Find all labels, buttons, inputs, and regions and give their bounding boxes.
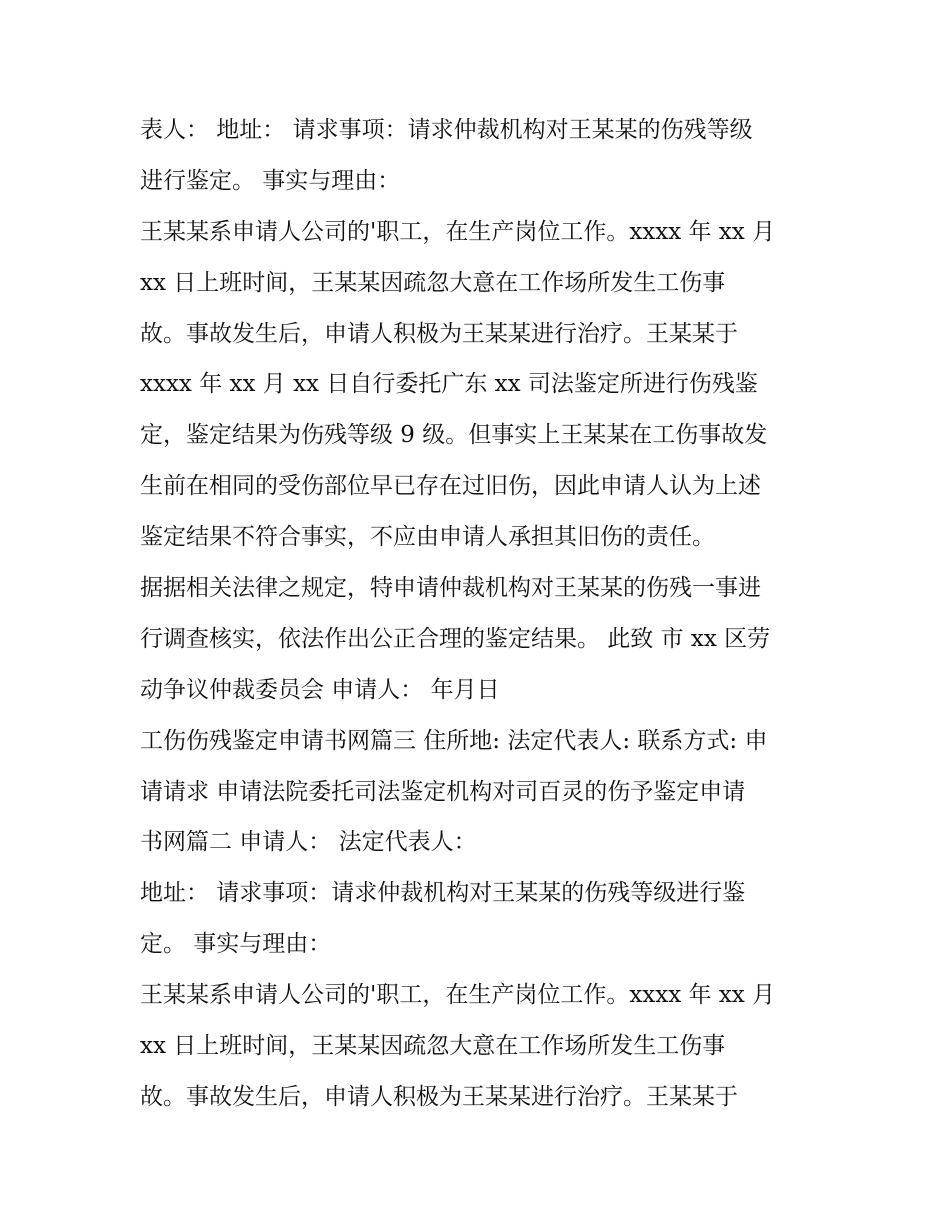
text-line: 生前在相同的受伤部位早已存在过旧伤，因此申请人认为上述 — [140, 473, 761, 500]
text-line: xx 日上班时间，王某某因疏忽大意在工作场所发生工伤事 — [140, 269, 726, 296]
text-line: 进行鉴定。 事实与理由： — [140, 167, 401, 194]
text-line: 行调查核实，依法作出公正合理的鉴定结果。 此致 市 xx 区劳 — [140, 625, 771, 652]
text-line: 故。事故发生后，申请人积极为王某某进行治疗。王某某于 — [140, 320, 738, 347]
text-line: 动争议仲裁委员会 申请人： 年月日 — [140, 676, 500, 703]
text-line: 王某某系申请人公司的'职工，在生产岗位工作。xxxx 年 xx 月 — [140, 982, 776, 1009]
text-line: 据据相关法律之规定，特申请仲裁机构对王某某的伤残一事进 — [140, 575, 761, 602]
document-body — [140, 110, 830, 1128]
text-line: 王某某系申请人公司的'职工，在生产岗位工作。xxxx 年 xx 月 — [140, 218, 776, 245]
text-line: 故。事故发生后，申请人积极为王某某进行治疗。王某某于 — [140, 1083, 738, 1110]
text-line: 书网篇二 申请人： 法定代表人： — [140, 829, 477, 856]
text-line: 定，鉴定结果为伤残等级 9 级。但事实上王某某在工伤事故发 — [140, 422, 768, 449]
text-line: 表人： 地址： 请求事项：请求仲裁机构对王某某的伤残等级 — [140, 117, 753, 143]
text-line: 请请求 申请法院委托司法鉴定机构对司百灵的伤予鉴定申请 — [140, 778, 746, 805]
text-line: 定。 事实与理由： — [140, 931, 332, 958]
text-line: 地址： 请求事项：请求仲裁机构对王某某的伤残等级进行鉴 — [140, 880, 746, 907]
text-line: 工伤伤残鉴定申请书网篇三 住所地: 法定代表人: 联系方式: 申 — [140, 727, 768, 754]
text-line: xx 日上班时间，王某某因疏忽大意在工作场所发生工伤事 — [140, 1033, 726, 1060]
text-line: 鉴定结果不符合事实，不应由申请人承担其旧伤的责任。 — [140, 524, 715, 551]
text-line: xxxx 年 xx 月 xx 日自行委托广东 xx 司法鉴定所进行伤残鉴 — [140, 371, 758, 398]
